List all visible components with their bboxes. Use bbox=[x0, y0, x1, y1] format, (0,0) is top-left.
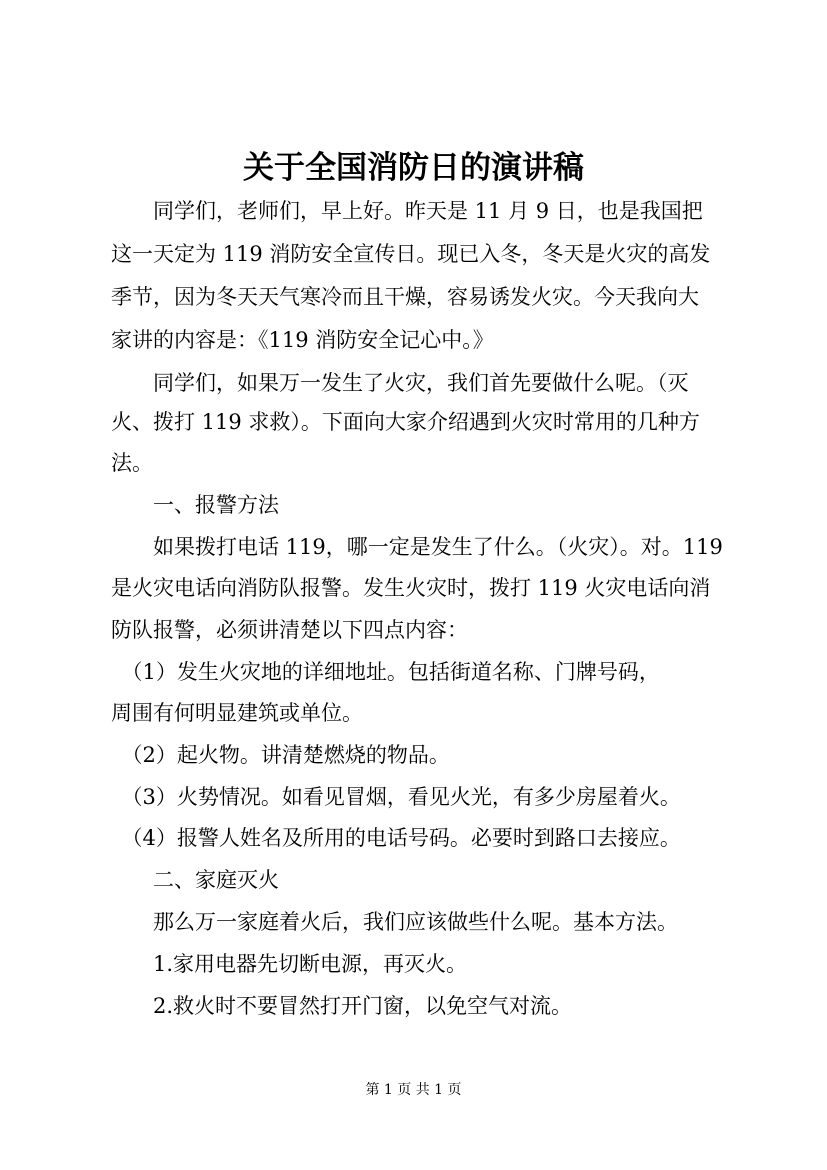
body-line: 法。 bbox=[111, 451, 153, 475]
body-line: 如果拨打电话 119，哪一定是发生了什么。（火灾）。对。119 bbox=[111, 535, 723, 559]
body-line: 火、拨打 119 求救）。下面向大家介绍遇到火灾时常用的几种方 bbox=[111, 410, 700, 434]
list-item: （1）发生火灾地的详细地址。包括街道名称、门牌号码， bbox=[111, 660, 660, 684]
list-item: （2）起火物。讲清楚燃烧的物品。 bbox=[111, 743, 450, 767]
body-line: 同学们，如果万一发生了火灾，我们首先要做什么呢。（灭 bbox=[111, 371, 689, 395]
page-footer: 第 1 页 共 1 页 bbox=[365, 1082, 462, 1098]
list-item: （4）报警人姓名及所用的电话号码。必要时到路口去接应。 bbox=[111, 826, 681, 850]
document-title: 关于全国消防日的演讲稿 bbox=[243, 150, 584, 186]
list-item: （3）火势情况。如看见冒烟，看见火光，有多少房屋着火。 bbox=[111, 785, 681, 809]
body-line: 是火灾电话向消防队报警。发生火灾时，拨打 119 火灾电话向消 bbox=[111, 576, 711, 600]
body-line: 那么万一家庭着火后，我们应该做些什么呢。基本方法。 bbox=[111, 910, 678, 934]
body-line: 这一天定为 119 消防安全宣传日。现已入冬，冬天是火灾的高发 bbox=[111, 242, 711, 266]
body-line: 周围有何明显建筑或单位。 bbox=[111, 701, 363, 725]
section-heading: 一、报警方法 bbox=[111, 493, 279, 517]
body-line: 家讲的内容是：《119 消防安全记心中。》 bbox=[111, 328, 494, 352]
body-line: 季节，因为冬天天气寒冷而且干燥，容易诱发火灾。今天我向大 bbox=[111, 285, 699, 309]
body-line: 同学们，老师们，早上好。昨天是 11 月 9 日，也是我国把 bbox=[111, 199, 703, 223]
body-line: 防队报警，必须讲清楚以下四点内容： bbox=[111, 618, 468, 642]
list-item: 1.家用电器先切断电源，再灭火。 bbox=[111, 952, 468, 976]
section-heading: 二、家庭灭火 bbox=[111, 868, 279, 892]
list-item: 2.救火时不要冒然打开门窗，以免空气对流。 bbox=[111, 994, 573, 1018]
